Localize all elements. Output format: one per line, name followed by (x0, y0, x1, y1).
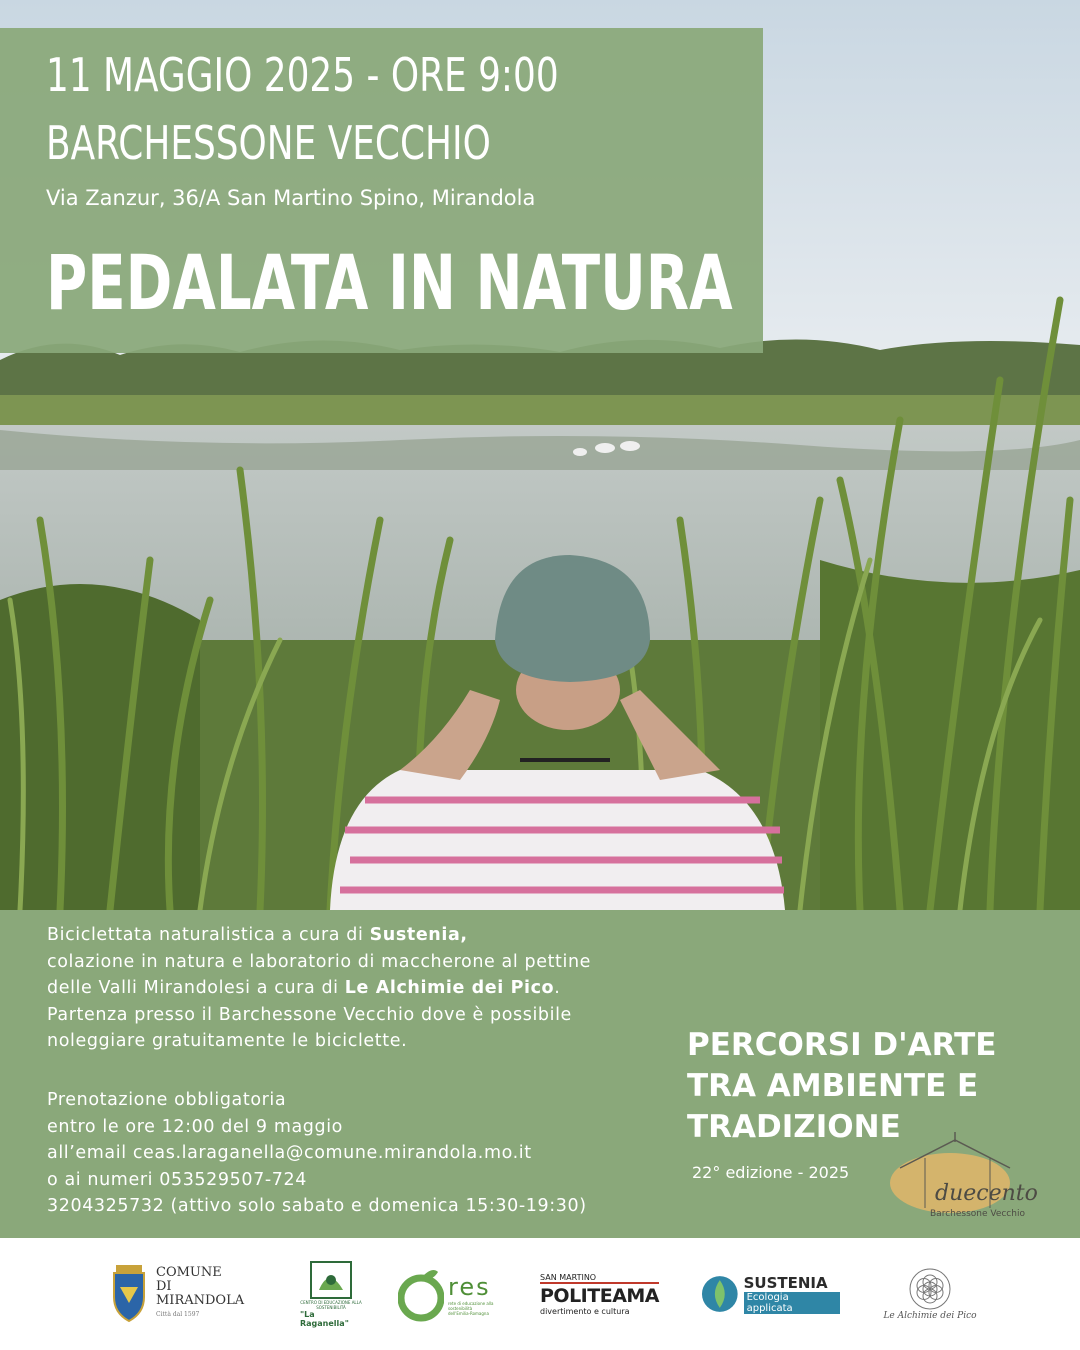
comune-line2: DI (156, 1279, 172, 1294)
booking-mobile: 3204325732 (attivo solo sabato e domenica 15:30-19:30) (47, 1196, 587, 1216)
desc-sustenia: Sustenia, (369, 925, 468, 945)
politeama-top: SAN MARTINO (540, 1272, 597, 1282)
booking-line1: Prenotazione obbligatoria (47, 1090, 287, 1110)
frog-icon (309, 1260, 353, 1300)
res-leaf-icon (398, 1264, 444, 1324)
desc-line1: Biciclettata naturalistica a cura di (47, 925, 370, 945)
booking-phone: o ai numeri 053529507-724 (47, 1169, 307, 1190)
politeama-sub: divertimento e cultura (540, 1306, 630, 1316)
desc-line4: Partenza presso il Barchessone Vecchio dove è possibile (47, 1004, 572, 1025)
comune-small: Città dal 1597 (156, 1311, 200, 1318)
booking-line2: entro le ore 12:00 del 9 maggio (47, 1116, 343, 1137)
logo-comune-mirandola (108, 1258, 258, 1330)
raganella-label: "La Raganella" (300, 1310, 349, 1328)
series-line3: TRADIZIONE (687, 1109, 901, 1145)
sustenia-drop-icon (700, 1274, 740, 1314)
partner-logos-strip (0, 1238, 1080, 1350)
edition-label: 22° edizione - 2025 (692, 1163, 850, 1182)
desc-line3-suffix: . (554, 978, 561, 998)
logo-la-raganella (300, 1258, 362, 1330)
desc-alchimie: Le Alchimie dei Pico (344, 978, 555, 998)
comune-line3: MIRANDOLA (156, 1293, 245, 1308)
desc-line5: noleggiare gratuitamente le biciclette. (47, 1031, 408, 1051)
svg-text:Barchessone Vecchio: Barchessone Vecchio (930, 1209, 1025, 1219)
politeama-main: POLITEAMA (540, 1282, 659, 1307)
desc-line3: delle Valli Mirandolesi a cura di (47, 978, 345, 998)
duecento-logo-icon (880, 1128, 1060, 1228)
res-label: res (448, 1272, 491, 1301)
coat-of-arms-icon (108, 1263, 150, 1325)
svg-text:duecento: duecento (935, 1181, 1038, 1206)
sustenia-main: SUSTENIA (743, 1274, 828, 1292)
raganella-small: CENTRO DI EDUCAZIONE ALLA SOSTENIBILITÀ (300, 1300, 362, 1310)
flower-of-life-icon (908, 1267, 952, 1311)
logo-res (398, 1258, 496, 1330)
logo-alchimie-dei-pico (870, 1258, 990, 1330)
event-venue: BARCHESSONE VECCHIO (46, 116, 491, 170)
logo-sustenia (700, 1258, 840, 1330)
res-small: rete di educazione alla sostenibilità dell'Emilia-Romagna (448, 1300, 494, 1316)
series-line2: TRA AMBIENTE E (687, 1068, 979, 1104)
booking-info (47, 1087, 687, 1220)
logo-politeama (540, 1258, 658, 1330)
alchimie-label: Le Alchimie dei Pico (883, 1311, 977, 1321)
event-description (47, 922, 687, 1055)
duecento-logo (880, 1128, 1060, 1228)
series-line1: PERCORSI D'ARTE (687, 1027, 997, 1063)
event-address: Via Zanzur, 36/A San Martino Spino, Mirandola (46, 186, 536, 210)
comune-line1: COMUNE (156, 1265, 222, 1280)
booking-email: all’email ceas.laraganella@comune.mirandola.mo.it (47, 1143, 532, 1163)
desc-line2: colazione in natura e laboratorio di maccherone al pettine (47, 951, 592, 972)
event-title: PEDALATA IN NATURA (46, 238, 733, 327)
event-date-time: 11 MAGGIO 2025 - ORE 9:00 (46, 48, 559, 102)
sustenia-sub: Ecologia applicata (744, 1292, 840, 1314)
